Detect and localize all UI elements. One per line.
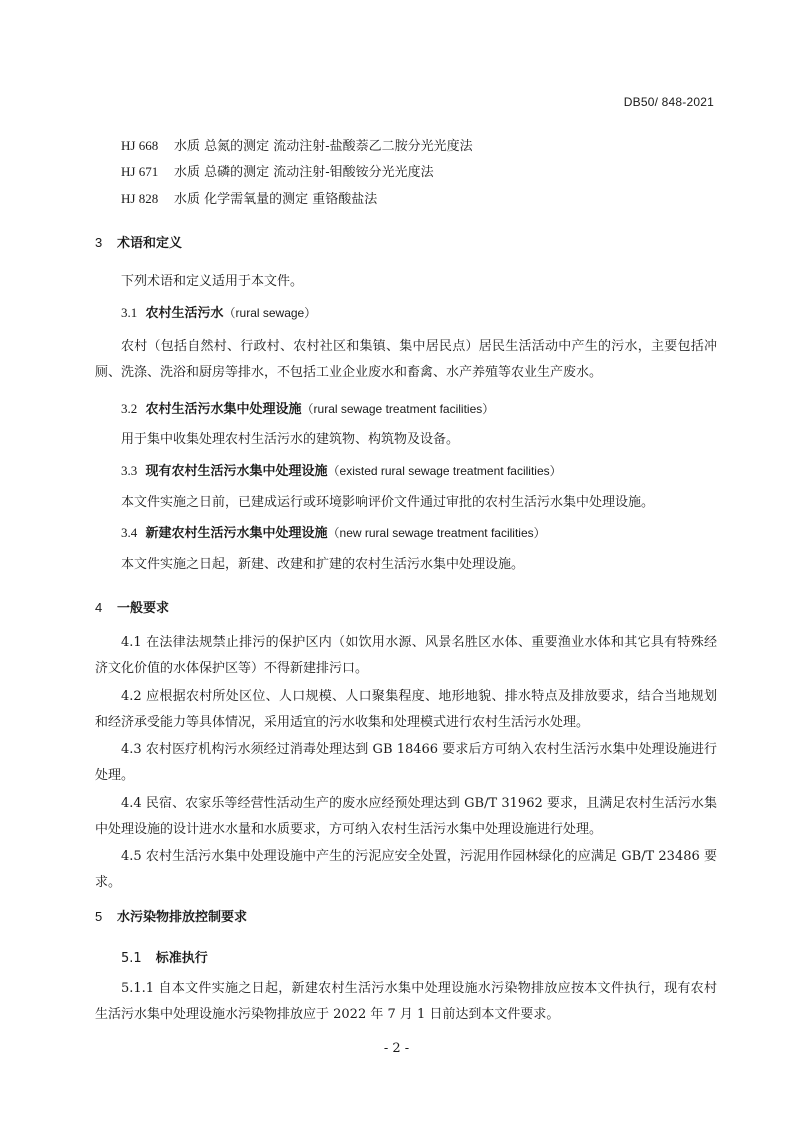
term-name: 现有农村生活污水集中处理设施 [145, 464, 328, 479]
section-title: 水污染物排放控制要求 [117, 910, 248, 925]
term-heading-3-3 [121, 460, 562, 479]
term-number: 3.3 [121, 463, 138, 478]
section-heading-5 [95, 906, 247, 925]
subsection-number: 5.1 [121, 951, 142, 966]
subsection-heading-5-1 [121, 947, 208, 966]
reference-item [121, 135, 473, 154]
term-definition: 本文件实施之日前，已建成运行或环境影响评价文件通过审批的农村生活污水集中处理设施。 [121, 495, 655, 510]
section-number: 4 [95, 600, 103, 615]
section-number: 5 [95, 909, 103, 924]
reference-title: 水质 总磷的测定 流动注射-钼酸铵分光光度法 [174, 165, 434, 180]
term-number: 3.1 [121, 305, 138, 320]
section-number: 3 [95, 235, 103, 250]
term-number: 3.4 [121, 525, 138, 540]
term-name: 农村生活污水集中处理设施 [145, 402, 302, 417]
reference-code: HJ 671 [121, 164, 159, 179]
term-english: （existed rural sewage treatment facilities） [327, 464, 562, 478]
term-number: 3.2 [121, 401, 138, 416]
term-english: （new rural sewage treatment facilities） [327, 526, 546, 540]
section-heading-4 [95, 597, 169, 616]
section-heading-3 [95, 232, 182, 251]
clause-5-1-1: 5.1.1 自本文件实施之日起，新建农村生活污水集中处理设施水污染物排放应按本文件执行，现有农村生活污水集中处理设施水污染物排放应于 2022 年 7 月 1 日前达到本文件要求。 [95, 981, 717, 1022]
requirement-4-1: 4.1 在法律法规禁止排污的保护区内（如饮用水源、风景名胜区水体、重要渔业水体和其它具有特殊经济文化价值的水体保护区等）不得新建排污口。 [95, 635, 717, 676]
reference-title: 水质 化学需氧量的测定 重铬酸盐法 [174, 192, 378, 207]
term-name: 农村生活污水 [145, 306, 224, 321]
requirement-4-2: 4.2 应根据农村所处区位、人口规模、人口聚集程度、地形地貌、排水特点及排放要求，结合当地规划和经济承受能力等具体情况，采用适宜的污水收集和处理模式进行农村生活污水处理。 [95, 689, 717, 730]
reference-code: HJ 668 [121, 138, 159, 153]
requirement-4-5: 4.5 农村生活污水集中处理设施中产生的污泥应安全处置，污泥用作园林绿化的应满足 GB/T 23486 要求。 [95, 849, 717, 890]
subsection-title: 标准执行 [155, 951, 208, 966]
reference-code: HJ 828 [121, 191, 159, 206]
term-english: （rural sewage treatment facilities） [301, 402, 495, 416]
term-heading-3-1 [121, 302, 316, 321]
requirement-4-3: 4.3 农村医疗机构污水须经过消毒处理达到 GB 18466 要求后方可纳入农村生活污水集中处理设施进行处理。 [95, 742, 717, 783]
term-heading-3-4 [121, 522, 546, 541]
document-code: DB50/ 848-2021 [623, 95, 714, 109]
requirement-4-4: 4.4 民宿、农家乐等经营性活动生产的废水应经预处理达到 GB/T 31962 要求，且满足农村生活污水集中处理设施的设计进水水量和水质要求，方可纳入农村生活污水集中处理设施进行处理。 [95, 796, 717, 837]
section-title: 术语和定义 [117, 236, 183, 251]
term-definition: 用于集中收集处理农村生活污水的建筑物、构筑物及设备。 [121, 432, 460, 447]
term-english: （rural sewage） [223, 306, 317, 320]
term-heading-3-2 [121, 398, 494, 417]
section-title: 一般要求 [117, 601, 170, 616]
reference-item [121, 161, 434, 180]
page-number: - 2 - [383, 1041, 410, 1056]
term-name: 新建农村生活污水集中处理设施 [145, 526, 328, 541]
reference-item [121, 188, 377, 207]
term-definition: 本文件实施之日起，新建、改建和扩建的农村生活污水集中处理设施。 [121, 557, 525, 572]
section-intro: 下列术语和定义适用于本文件。 [121, 274, 304, 289]
reference-title: 水质 总氮的测定 流动注射-盐酸萘乙二胺分光光度法 [174, 139, 473, 154]
term-definition: 农村（包括自然村、行政村、农村社区和集镇、集中居民点）居民生活活动中产生的污水，主要包括冲厕、洗涤、洗浴和厨房等排水，不包括工业企业废水和畜禽、水产养殖等农业生产废水。 [95, 339, 717, 380]
